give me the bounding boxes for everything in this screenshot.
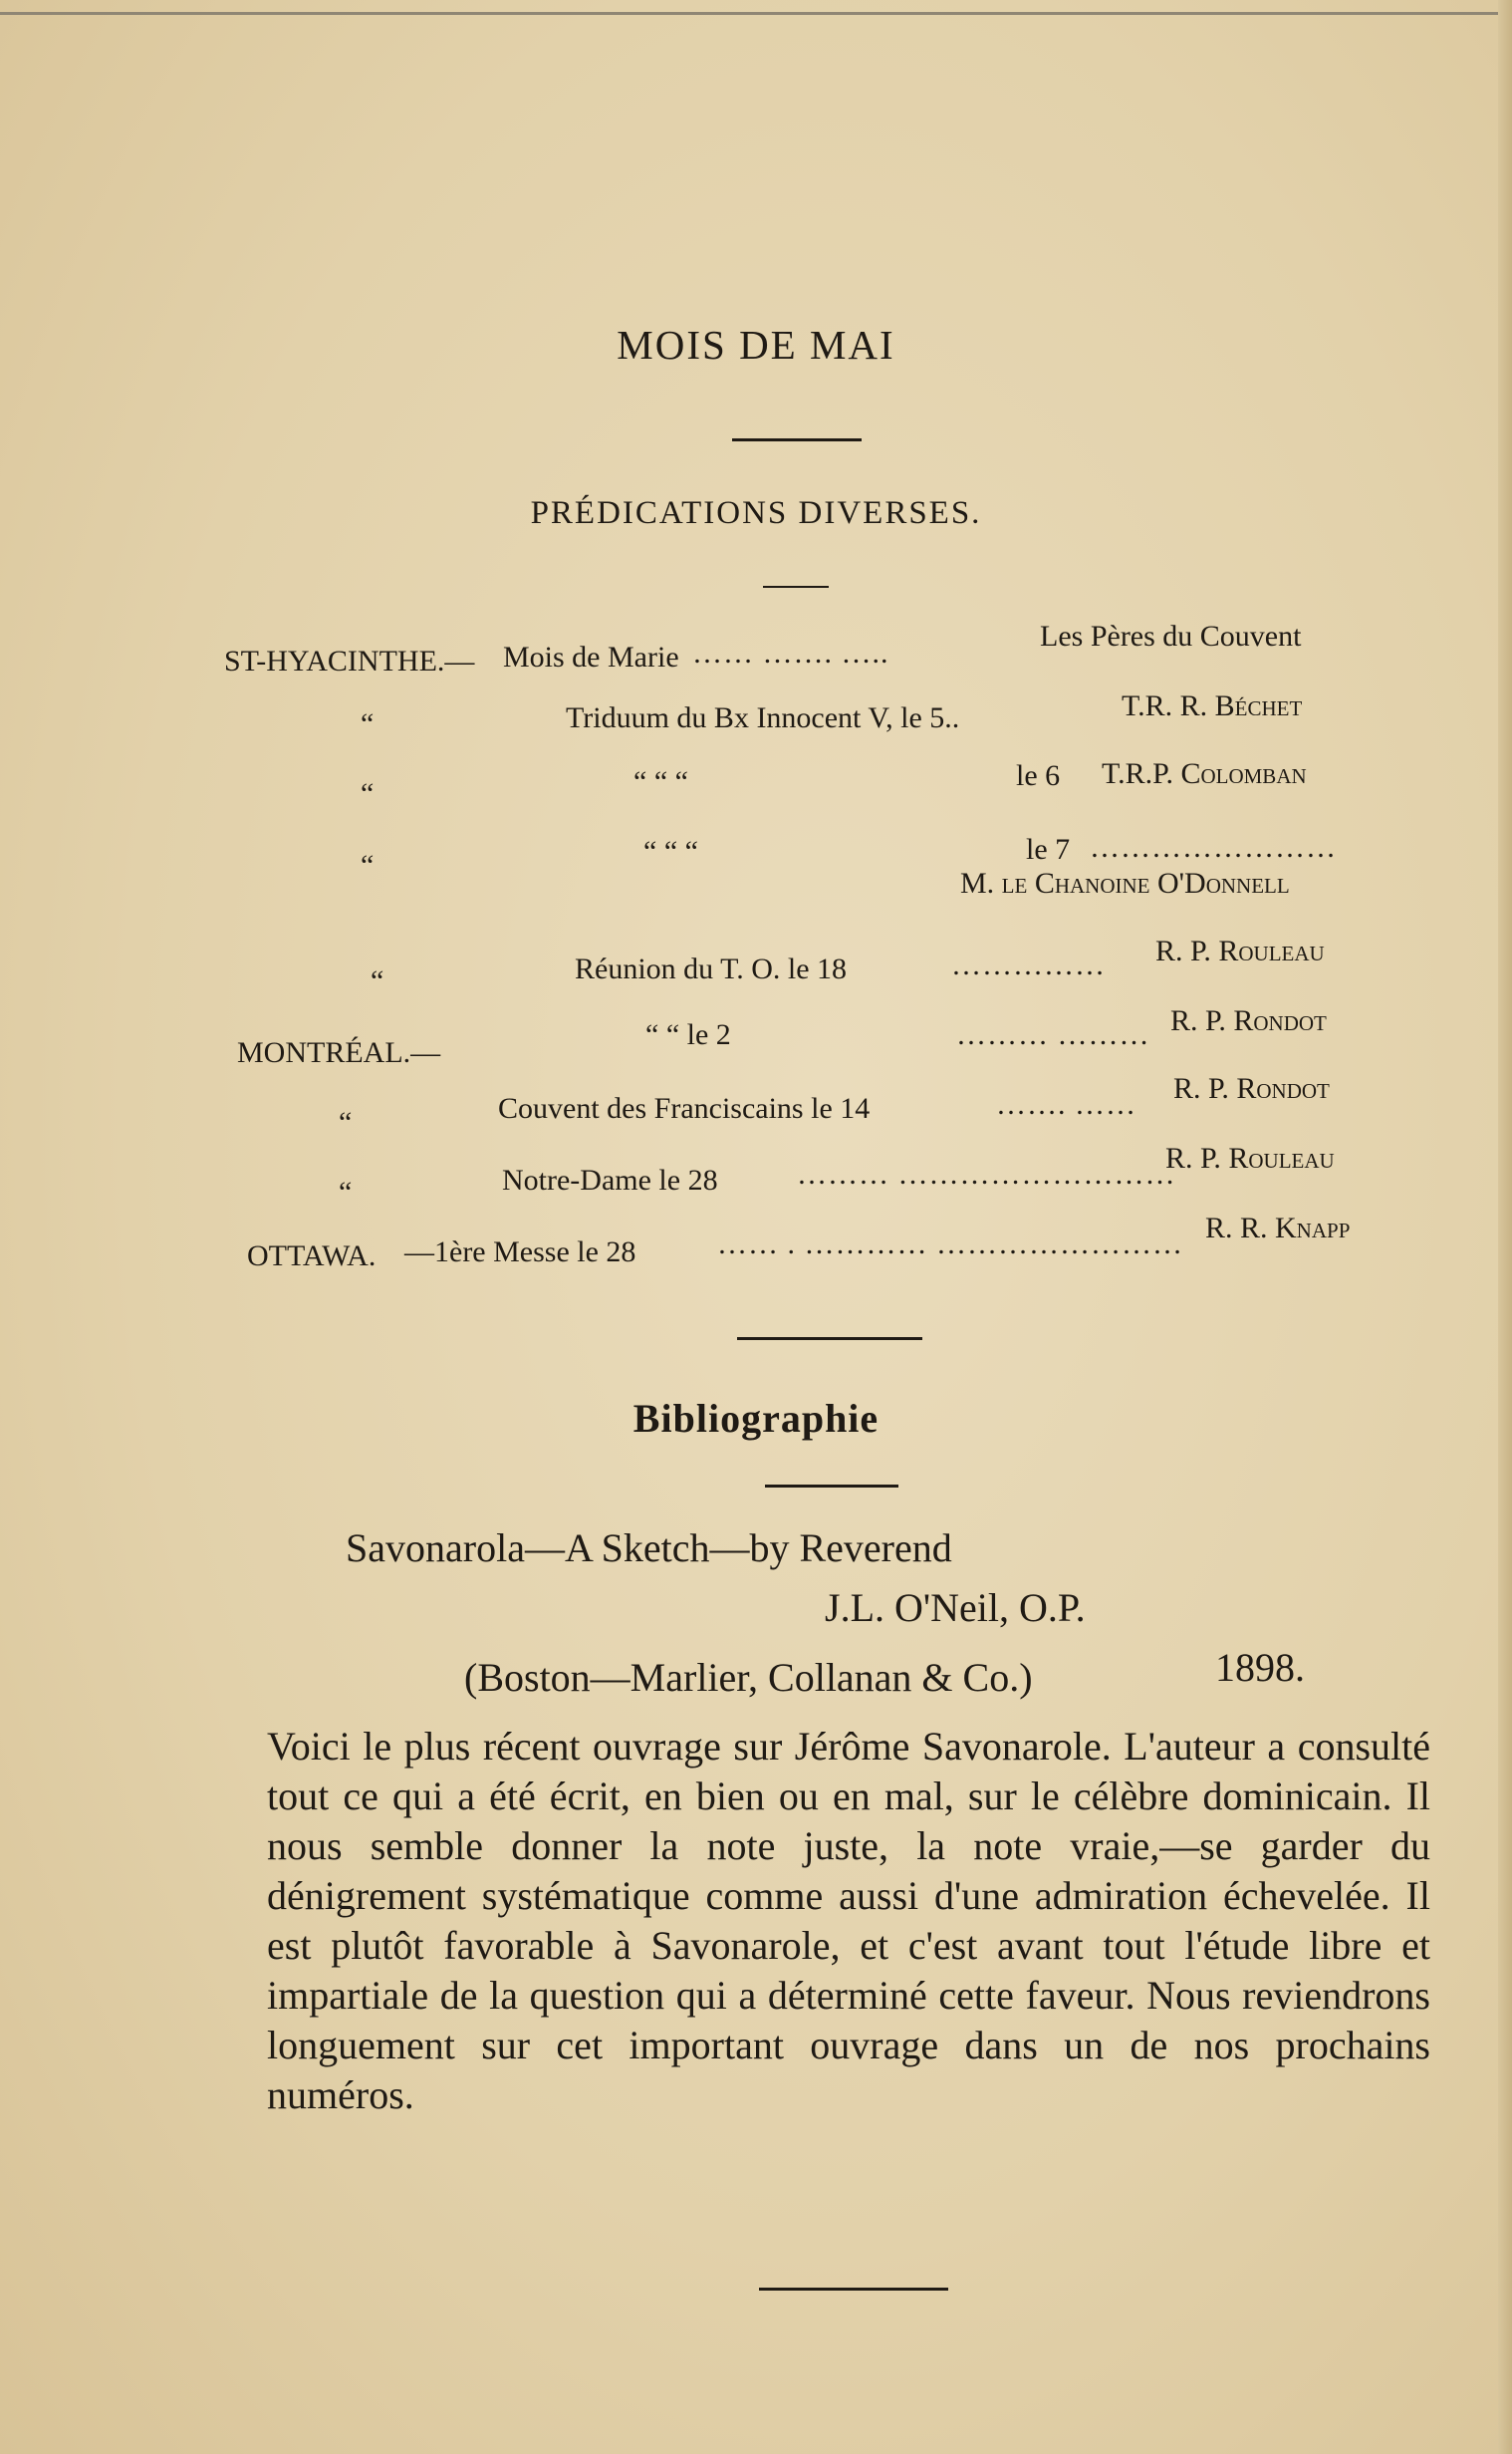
entry-place: “ (339, 1176, 353, 1209)
entry-preacher: R. R. Knapp (1205, 1212, 1351, 1244)
entry-dots: …………………… (1090, 831, 1337, 864)
bibliography-heading: Bibliographie (632, 1396, 880, 1441)
entry-preacher: Les Pères du Couvent (1040, 620, 1302, 653)
section-divider (737, 1337, 922, 1340)
entry-dots: …… ……. ….. (692, 637, 889, 670)
entry-dots: …………… (951, 949, 1106, 981)
entry-preacher: T.R.P. Colomban (1102, 757, 1307, 790)
book-publisher: (Boston—Marlier, Collanan & Co.) (464, 1655, 1033, 1700)
entry-event: “ “ le 2 (645, 1018, 731, 1051)
entry-event: Couvent des Franciscains le 14 (498, 1092, 871, 1125)
page-title: MOIS DE MAI (617, 322, 895, 368)
entry-dots: …… . ………… …………………… (717, 1227, 1183, 1260)
entry-dots: ……. …… (996, 1088, 1136, 1121)
entry-preacher: T.R. R. Béchet (1122, 689, 1303, 722)
book-review: Voici le plus récent ouvrage sur Jérôme Savonarole. L'auteur a consulté tout ce qui a été écrit, en bien ou en mal, sur le célèbre dominicain. Il nous semble donner la note juste, la note vraie,—se garder du dénigrement systématique comme aussi d'une admiration échevelée. Il est plutôt favorable à Savonarole, et c'est avant tout l'étude libre et impartiale de la question qui a déterminé cette faveur. Nous reviendrons longuement sur cet important ouvrage dans un de nos prochains numéros. (267, 1724, 1430, 2117)
entry-place: “ (339, 1106, 353, 1139)
subtitle-divider (763, 586, 829, 588)
entry-preacher: R. P. Rondot (1173, 1072, 1330, 1105)
entry-event: Réunion du T. O. le 18 (575, 953, 848, 985)
entry-place: “ (361, 707, 375, 740)
section-subtitle: PRÉDICATIONS DIVERSES. (530, 495, 982, 531)
book-title: Savonarola—A Sketch—by Reverend (346, 1525, 952, 1570)
top-border-rule (0, 12, 1512, 15)
entry-date: le 6 (1016, 759, 1061, 792)
entry-event: Notre-Dame le 28 (502, 1164, 718, 1197)
entry-place: OTTAWA. (247, 1239, 377, 1272)
title-divider (732, 438, 862, 441)
entry-preacher: R. P. Rouleau (1155, 935, 1325, 967)
entry-place: “ (361, 777, 375, 810)
entry-place: MONTRÉAL.— (237, 1036, 441, 1069)
entry-place: “ (371, 964, 384, 997)
entry-event: Mois de Marie (503, 641, 679, 674)
entry-event: “ “ “ (643, 835, 698, 868)
entry-place: “ (361, 849, 375, 882)
book-year: 1898. (1215, 1645, 1305, 1690)
closing-divider (759, 2288, 948, 2291)
entry-dots: ……… ……… (956, 1018, 1150, 1051)
entry-event: Triduum du Bx Innocent V, le 5.. (566, 701, 960, 734)
entry-place: ST-HYACINTHE.— (224, 645, 475, 678)
entry-preacher: M. le Chanoine O'Donnell (960, 867, 1290, 900)
entry-dots: ……… ……………………… (797, 1158, 1176, 1191)
entry-preacher: R. P. Rouleau (1165, 1142, 1335, 1175)
bibliography-divider (765, 1485, 898, 1488)
entry-event: “ “ “ (633, 765, 688, 798)
entry-preacher: R. P. Rondot (1170, 1004, 1327, 1037)
entry-event: —1ère Messe le 28 (404, 1235, 636, 1268)
entry-date: le 7 (1026, 833, 1071, 866)
book-author: J.L. O'Neil, O.P. (825, 1585, 1086, 1630)
